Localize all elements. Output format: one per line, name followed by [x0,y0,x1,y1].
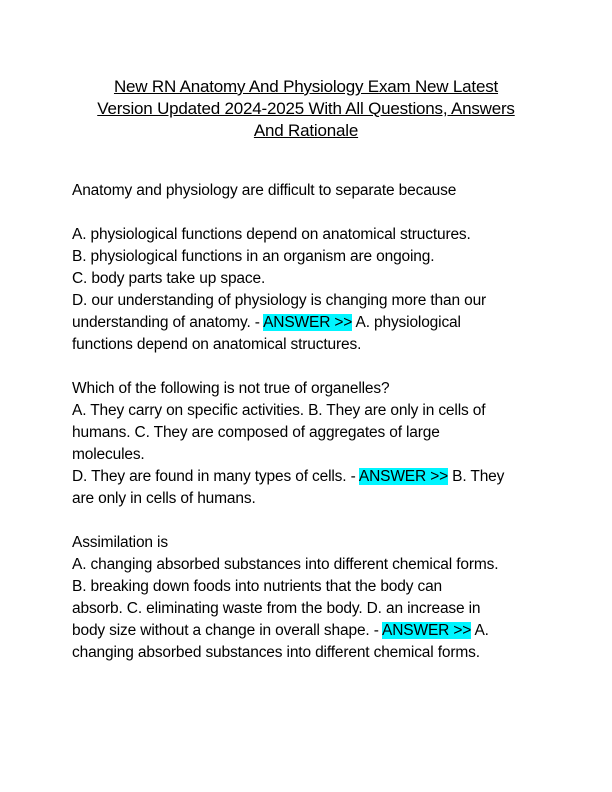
question-1-answer-text: A. physiological [352,314,461,331]
question-2 [72,378,540,510]
question-2-answer-line [72,466,540,488]
title-line-2: Version Updated 2024-2025 With All Questions, Answers [97,99,515,118]
question-2-option-d: D. They are found in many types of cells. - [72,468,359,485]
question-3-answer-text: A. [471,622,489,639]
question-3-answer-line [72,620,540,642]
question-1-answer-text-cont: functions depend on anatomical structures. [72,336,362,353]
document-title [72,76,540,142]
question-3-stem: Assimilation is [72,534,168,551]
question-3-answer-text-cont: changing absorbed substances into different chemical forms. [72,644,480,661]
title-line-1: New RN Anatomy And Physiology Exam New Latest [113,77,499,96]
question-1-option-d: D. our understanding of physiology is changing more than our [72,292,487,309]
question-2-options-line-3: molecules. [72,446,145,463]
answer-highlight: ANSWER >> [263,314,353,331]
title-line-3: And Rationale [253,121,359,140]
question-3-options-line-3: absorb. C. eliminating waste from the body. D. an increase in [72,600,481,617]
answer-highlight: ANSWER >> [382,622,472,639]
question-2-answer-text: B. They [448,468,505,485]
question-3-option-d-cont: body size without a change in overall shape. - [72,622,383,639]
question-1-answer-line [72,312,540,334]
question-2-stem: Which of the following is not true of organelles? [72,380,390,397]
question-1-option-b: B. physiological functions in an organism are ongoing. [72,248,435,265]
question-1-stem: Anatomy and physiology are difficult to separate because [72,182,457,199]
question-2-answer-text-cont: are only in cells of humans. [72,490,256,507]
question-1 [72,180,540,356]
question-2-options-line-1: A. They carry on specific activities. B. They are only in cells of [72,402,486,419]
question-3-options-line-1: A. changing absorbed substances into different chemical forms. [72,556,499,573]
question-2-options-line-2: humans. C. They are composed of aggregates of large [72,424,440,441]
question-1-option-c: C. body parts take up space. [72,270,266,287]
question-3 [72,532,540,664]
spacer [72,202,540,224]
question-1-option-a: A. physiological functions depend on anatomical structures. [72,226,471,243]
question-1-option-d-cont: understanding of anatomy. - [72,314,264,331]
answer-highlight: ANSWER >> [358,468,448,485]
question-3-options-line-2: B. breaking down foods into nutrients that the body can [72,578,443,595]
